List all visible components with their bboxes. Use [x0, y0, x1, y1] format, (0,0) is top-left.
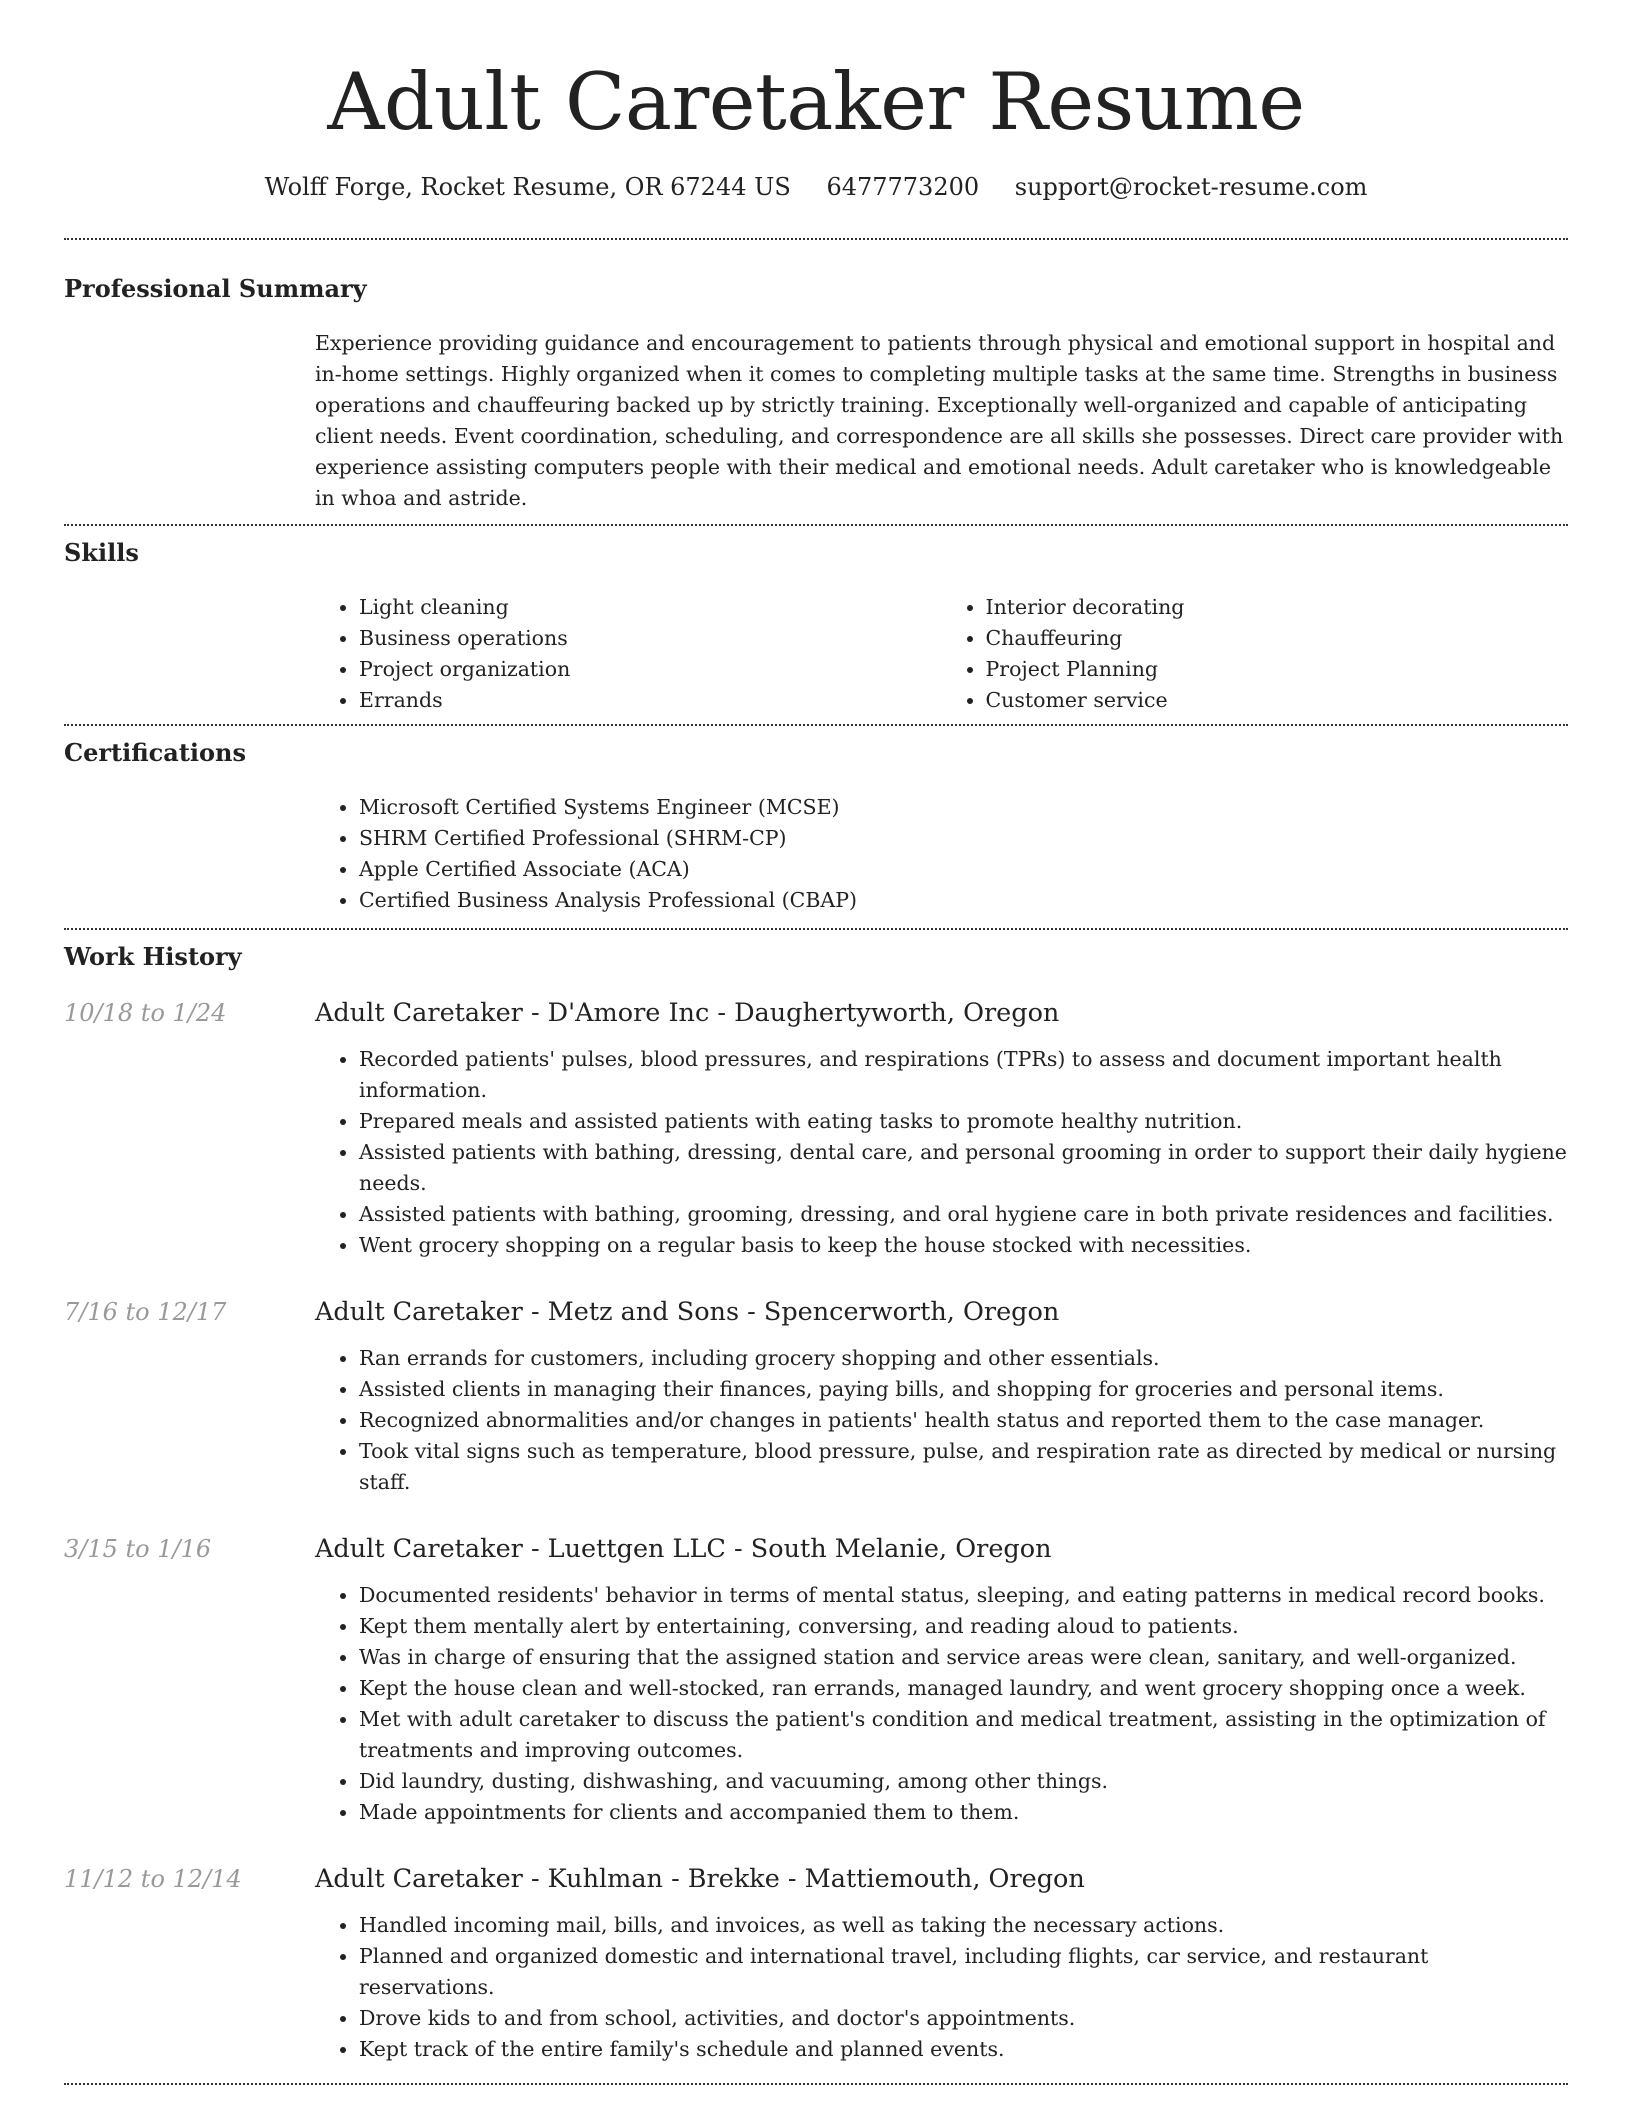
job-dates: 3/15 to 1/16 — [64, 1535, 212, 1563]
job-dates: 11/12 to 12/14 — [64, 1865, 242, 1893]
job-bullet: • Ran errands for customers, including grocery shopping and other essentials. — [359, 1343, 1568, 1374]
job-bullets-wrap — [315, 1580, 1568, 1828]
job-bullet: • Met with adult caretaker to discuss the patient's condition and medical treatment, assisting in the optimization of treatments and improving outcomes. — [359, 1704, 1568, 1766]
job-bullets-wrap — [315, 1343, 1568, 1498]
job-dates: 7/16 to 12/17 — [64, 1298, 227, 1326]
certification-item: • Certified Business Analysis Professional (CBAP) — [359, 885, 1568, 916]
skill-item: • Project Planning — [986, 654, 1569, 685]
job-entry — [64, 1532, 1568, 1828]
job-bullet: • Drove kids to and from school, activities, and doctor's appointments. — [359, 2003, 1568, 2034]
summary-section — [64, 272, 1568, 514]
job-bullet: • Kept them mentally alert by entertaining, conversing, and reading aloud to patients. — [359, 1611, 1568, 1642]
job-dates: 10/18 to 1/24 — [64, 999, 227, 1027]
summary-text: Experience providing guidance and encouragement to patients through physical and emotional support in hospital and in-home settings. Highly organized when it comes to completing multiple tasks at the same time. Strengths in business operations and chauffeuring backed up by strictly training. Exceptionally well-organized and capable of anticipating client needs. Event coordination, scheduling, and correspondence are all skills she possesses. Direct care provider with experience assisting computers people with their medical and emotional needs. Adult caretaker who is knowledgeable in whoa and astride. — [315, 331, 1564, 510]
job-bullet: • Was in charge of ensuring that the assigned station and service areas were clean, sanitary, and well-organized. — [359, 1642, 1568, 1673]
skills-heading: Skills — [64, 538, 139, 567]
certification-item: • SHRM Certified Professional (SHRM-CP) — [359, 823, 1568, 854]
job-bullet: • Documented residents' behavior in terms of mental status, sleeping, and eating patterns in medical record books. — [359, 1580, 1568, 1611]
job-bullets — [315, 1343, 1568, 1498]
divider — [64, 2083, 1568, 2085]
job-bullet: • Kept track of the entire family's schedule and planned events. — [359, 2034, 1568, 2065]
job-bullet: • Prepared meals and assisted patients with eating tasks to promote healthy nutrition. — [359, 1106, 1568, 1137]
summary-heading: Professional Summary — [64, 274, 367, 303]
job-bullet: • Handled incoming mail, bills, and invoices, as well as taking the necessary actions. — [359, 1910, 1568, 1941]
skill-item: • Errands — [359, 685, 942, 716]
skill-item: • Business operations — [359, 623, 942, 654]
job-title: Adult Caretaker - Metz and Sons - Spencerworth, Oregon — [315, 1297, 1060, 1327]
job-bullet: • Recognized abnormalities and/or changes in patients' health status and reported them to the case manager. — [359, 1405, 1568, 1436]
skill-item: • Chauffeuring — [986, 623, 1569, 654]
job-bullets — [315, 1580, 1568, 1828]
certifications-list-wrap — [315, 792, 1568, 916]
job-bullet: • Assisted clients in managing their finances, paying bills, and shopping for groceries and personal items. — [359, 1374, 1568, 1405]
job-bullets — [315, 1910, 1568, 2065]
contact-email: support@rocket-resume.com — [1014, 173, 1368, 201]
contact-address: Wolff Forge, Rocket Resume, OR 67244 US — [264, 173, 791, 201]
job-entry — [64, 1862, 1568, 2065]
job-bullet: • Kept the house clean and well-stocked, ran errands, managed laundry, and went grocery shopping once a week. — [359, 1673, 1568, 1704]
job-bullet: • Made appointments for clients and accompanied them to them. — [359, 1797, 1568, 1828]
certifications-heading: Certifications — [64, 738, 247, 767]
job-title: Adult Caretaker - Luettgen LLC - South Melanie, Oregon — [315, 1534, 1052, 1564]
job-entry — [64, 1295, 1568, 1498]
skills-grid — [315, 592, 1568, 716]
work-section — [64, 930, 1568, 2065]
contact-line — [64, 170, 1568, 204]
work-heading: Work History — [64, 942, 242, 971]
resume-title: Adult Caretaker Resume — [327, 56, 1305, 148]
skills-list-right — [942, 592, 1569, 716]
skill-item: • Customer service — [986, 685, 1569, 716]
job-bullet: • Assisted patients with bathing, grooming, dressing, and oral hygiene care in both private residences and facilities. — [359, 1199, 1568, 1230]
skill-item: • Interior decorating — [986, 592, 1569, 623]
job-entry — [64, 996, 1568, 1261]
resume-page — [64, 0, 1568, 2085]
skill-item: • Light cleaning — [359, 592, 942, 623]
job-bullet: • Took vital signs such as temperature, blood pressure, pulse, and respiration rate as directed by medical or nursing staff. — [359, 1436, 1568, 1498]
skills-list-left — [315, 592, 942, 716]
job-bullets-wrap — [315, 1044, 1568, 1261]
skills-section — [64, 526, 1568, 716]
job-title: Adult Caretaker - D'Amore Inc - Daughertyworth, Oregon — [315, 998, 1060, 1028]
certifications-section — [64, 726, 1568, 916]
job-bullets — [315, 1044, 1568, 1261]
contact-phone: 6477773200 — [826, 173, 980, 201]
job-bullet: • Recorded patients' pulses, blood pressures, and respirations (TPRs) to assess and document important health information. — [359, 1044, 1568, 1106]
certification-item: • Microsoft Certified Systems Engineer (MCSE) — [359, 792, 1568, 823]
job-bullet: • Did laundry, dusting, dishwashing, and vacuuming, among other things. — [359, 1766, 1568, 1797]
skill-item: • Project organization — [359, 654, 942, 685]
certification-item: • Apple Certified Associate (ACA) — [359, 854, 1568, 885]
job-bullet: • Went grocery shopping on a regular basis to keep the house stocked with necessities. — [359, 1230, 1568, 1261]
certifications-list — [315, 792, 1568, 916]
job-bullet: • Planned and organized domestic and international travel, including flights, car service, and restaurant reservations. — [359, 1941, 1568, 2003]
job-bullets-wrap — [315, 1910, 1568, 2065]
job-bullet: • Assisted patients with bathing, dressing, dental care, and personal grooming in order to support their daily hygiene needs. — [359, 1137, 1568, 1199]
job-title: Adult Caretaker - Kuhlman - Brekke - Mattiemouth, Oregon — [315, 1864, 1085, 1894]
divider — [64, 238, 1568, 240]
